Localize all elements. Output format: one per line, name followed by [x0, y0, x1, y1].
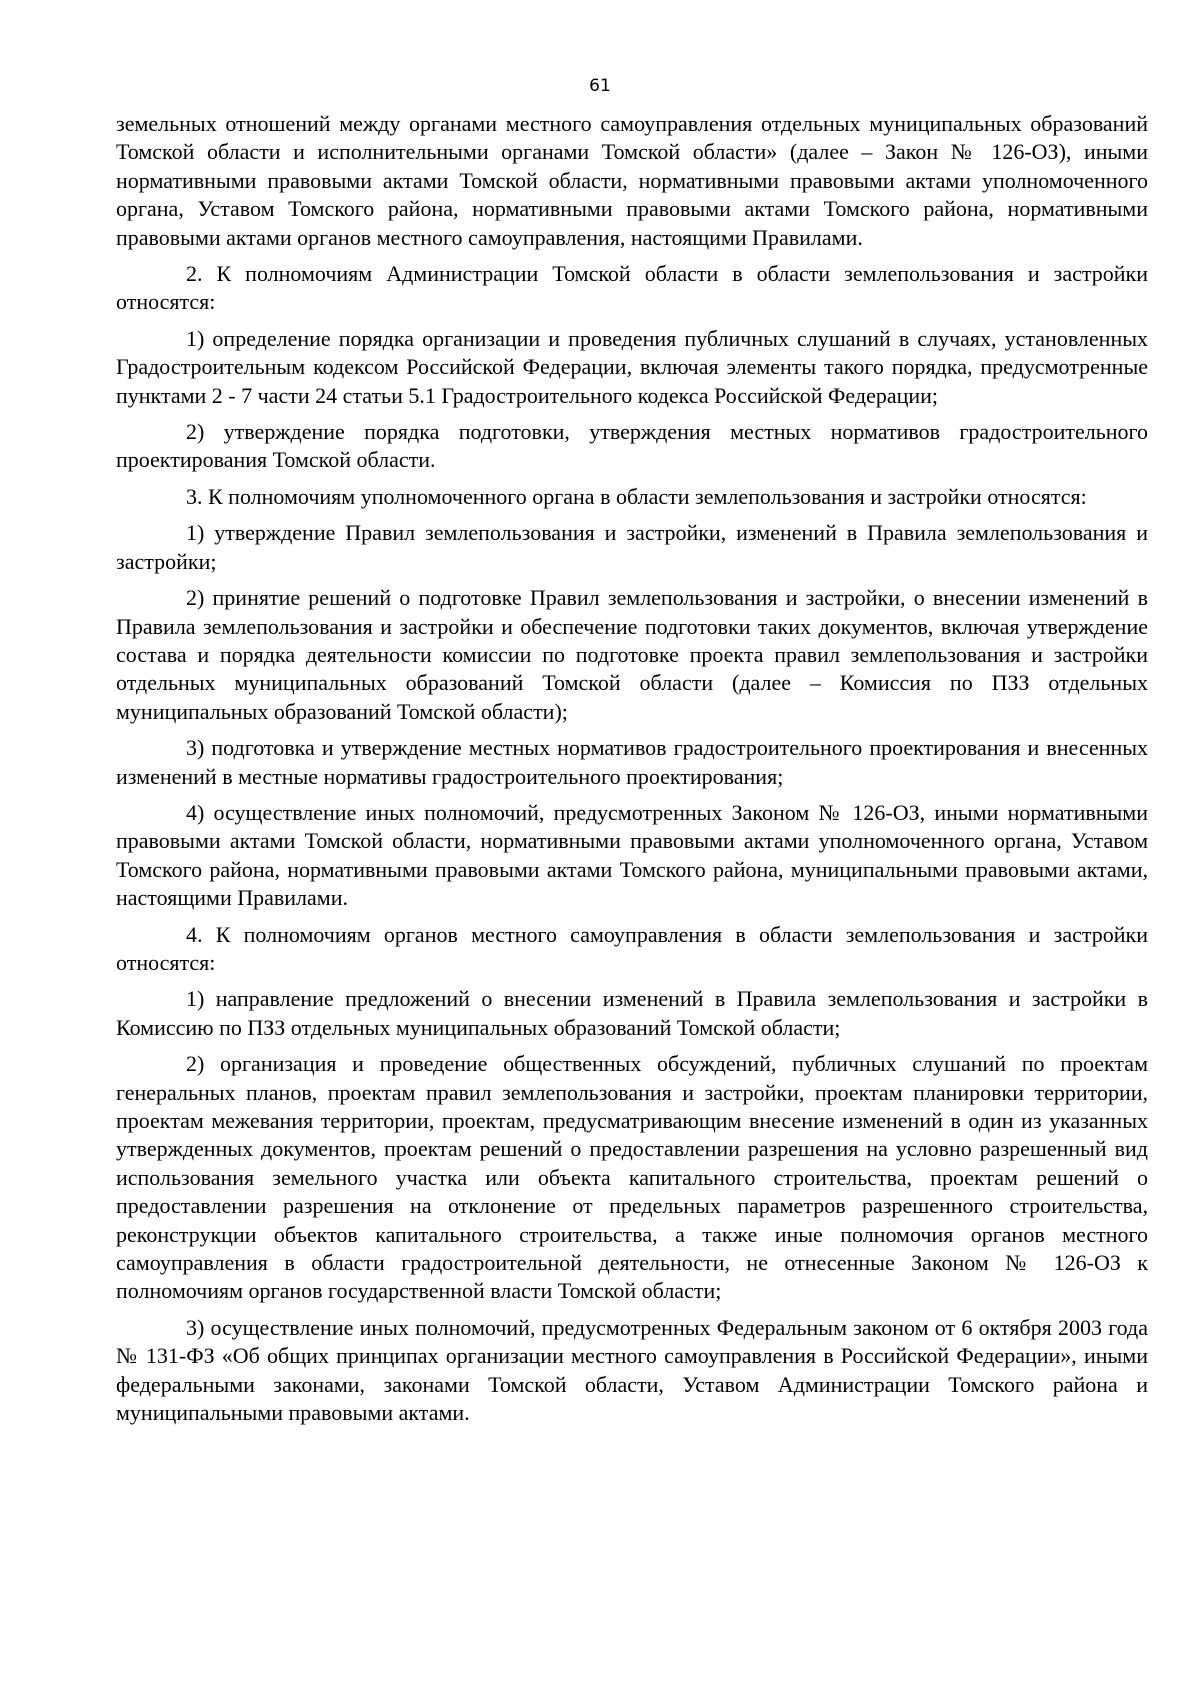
- paragraph-section-2-item-1: 1) определение порядка организации и проведения публичных слушаний в случаях, установленных Градостроительным кодексом Российской Федерации, включая элементы такого порядка, предусмотренные пунктами 2 - 7 части 24 статьи 5.1 Градостроительного кодекса Российской Федерации;: [116, 325, 1148, 408]
- paragraph-section-4: 4. К полномочиям органов местного самоуправления в области землепользования и застройки относятся:: [116, 921, 1148, 975]
- paragraph-section-3-item-2: 2) принятие решений о подготовке Правил землепользования и застройки, о внесении изменений в Правила землепользования и застройки и обеспечение подготовки таких документов, включая утверждение состава и порядка деятельности комиссии по подготовке проекта правил землепользования и застройки отдельных муниципальных образований Томской области (далее – Комиссия по ПЗЗ отдельных муниципальных образований Томской области);: [116, 585, 1148, 724]
- paragraph-section-2-item-2: 2) утверждение порядка подготовки, утверждения местных нормативов градостроительного проектирования Томской области.: [116, 419, 1148, 473]
- paragraph-continuation: земельных отношений между органами местного самоуправления отдельных муниципальных образований Томской области и исполнительными органами Томской области» (далее – Закон № 126-ОЗ), иными нормативными правовыми актами Томской области, нормативными правовыми актами уполномоченного органа, Уставом Томского района, нормативными правовыми актами Томского района, нормативными правовыми актами органов местного самоуправления, настоящими Правилами.: [116, 111, 1148, 250]
- paragraph-section-3-item-3: 3) подготовка и утверждение местных нормативов градостроительного проектирования и внесенных изменений в местные нормативы градостроительного проектирования;: [116, 735, 1148, 789]
- paragraph-section-4-item-3: 3) осуществление иных полномочий, предусмотренных Федеральным законом от 6 октября 2003 года № 131-ФЗ «Об общих принципах организации местного самоуправления в Российской Федерации», иными федеральными законами, законами Томской области, Уставом Администрации Томского района и муниципальными правовыми актами.: [116, 1314, 1148, 1426]
- paragraph-section-3: 3. К полномочиям уполномоченного органа в области землепользования и застройки относятся:: [186, 483, 1087, 509]
- paragraph-section-4-item-1: 1) направление предложений о внесении изменений в Правила землепользования и застройки в Комиссию по ПЗЗ отдельных муниципальных образований Томской области;: [116, 986, 1148, 1040]
- page-number: 61: [589, 76, 611, 96]
- document-body: [116, 110, 1148, 1435]
- paragraph-section-2: 2. К полномочиям Администрации Томской области в области землепользования и застройки относятся:: [116, 261, 1148, 315]
- paragraph-section-4-item-2: 2) организация и проведение общественных обсуждений, публичных слушаний по проектам генеральных планов, проектам правил землепользования и застройки, проектам планировки территории, проектам межевания территории, проектам, предусматривающим внесение изменений в один из указанных утвержденных документов, проектам решений о предоставлении разрешения на условно разрешенный вид использования земельного участка или объекта капитального строительства, проектам решений о предоставлении разрешения на отклонение от предельных параметров разрешенного строительства, реконструкции объектов капитального строительства, а также иные полномочия органов местного самоуправления в области градостроительной деятельности, не отнесенные Законом № 126-ОЗ к полномочиям органов государственной власти Томской области;: [116, 1051, 1148, 1304]
- paragraph-section-3-item-1: 1) утверждение Правил землепользования и застройки, изменений в Правила землепользования и застройки;: [116, 520, 1148, 574]
- paragraph-section-3-item-4: 4) осуществление иных полномочий, предусмотренных Законом № 126-ОЗ, иными нормативными правовыми актами Томской области, нормативными правовыми актами уполномоченного органа, Уставом Томского района, нормативными правовыми актами Томского района, муниципальными правовыми актами, настоящими Правилами.: [116, 799, 1148, 911]
